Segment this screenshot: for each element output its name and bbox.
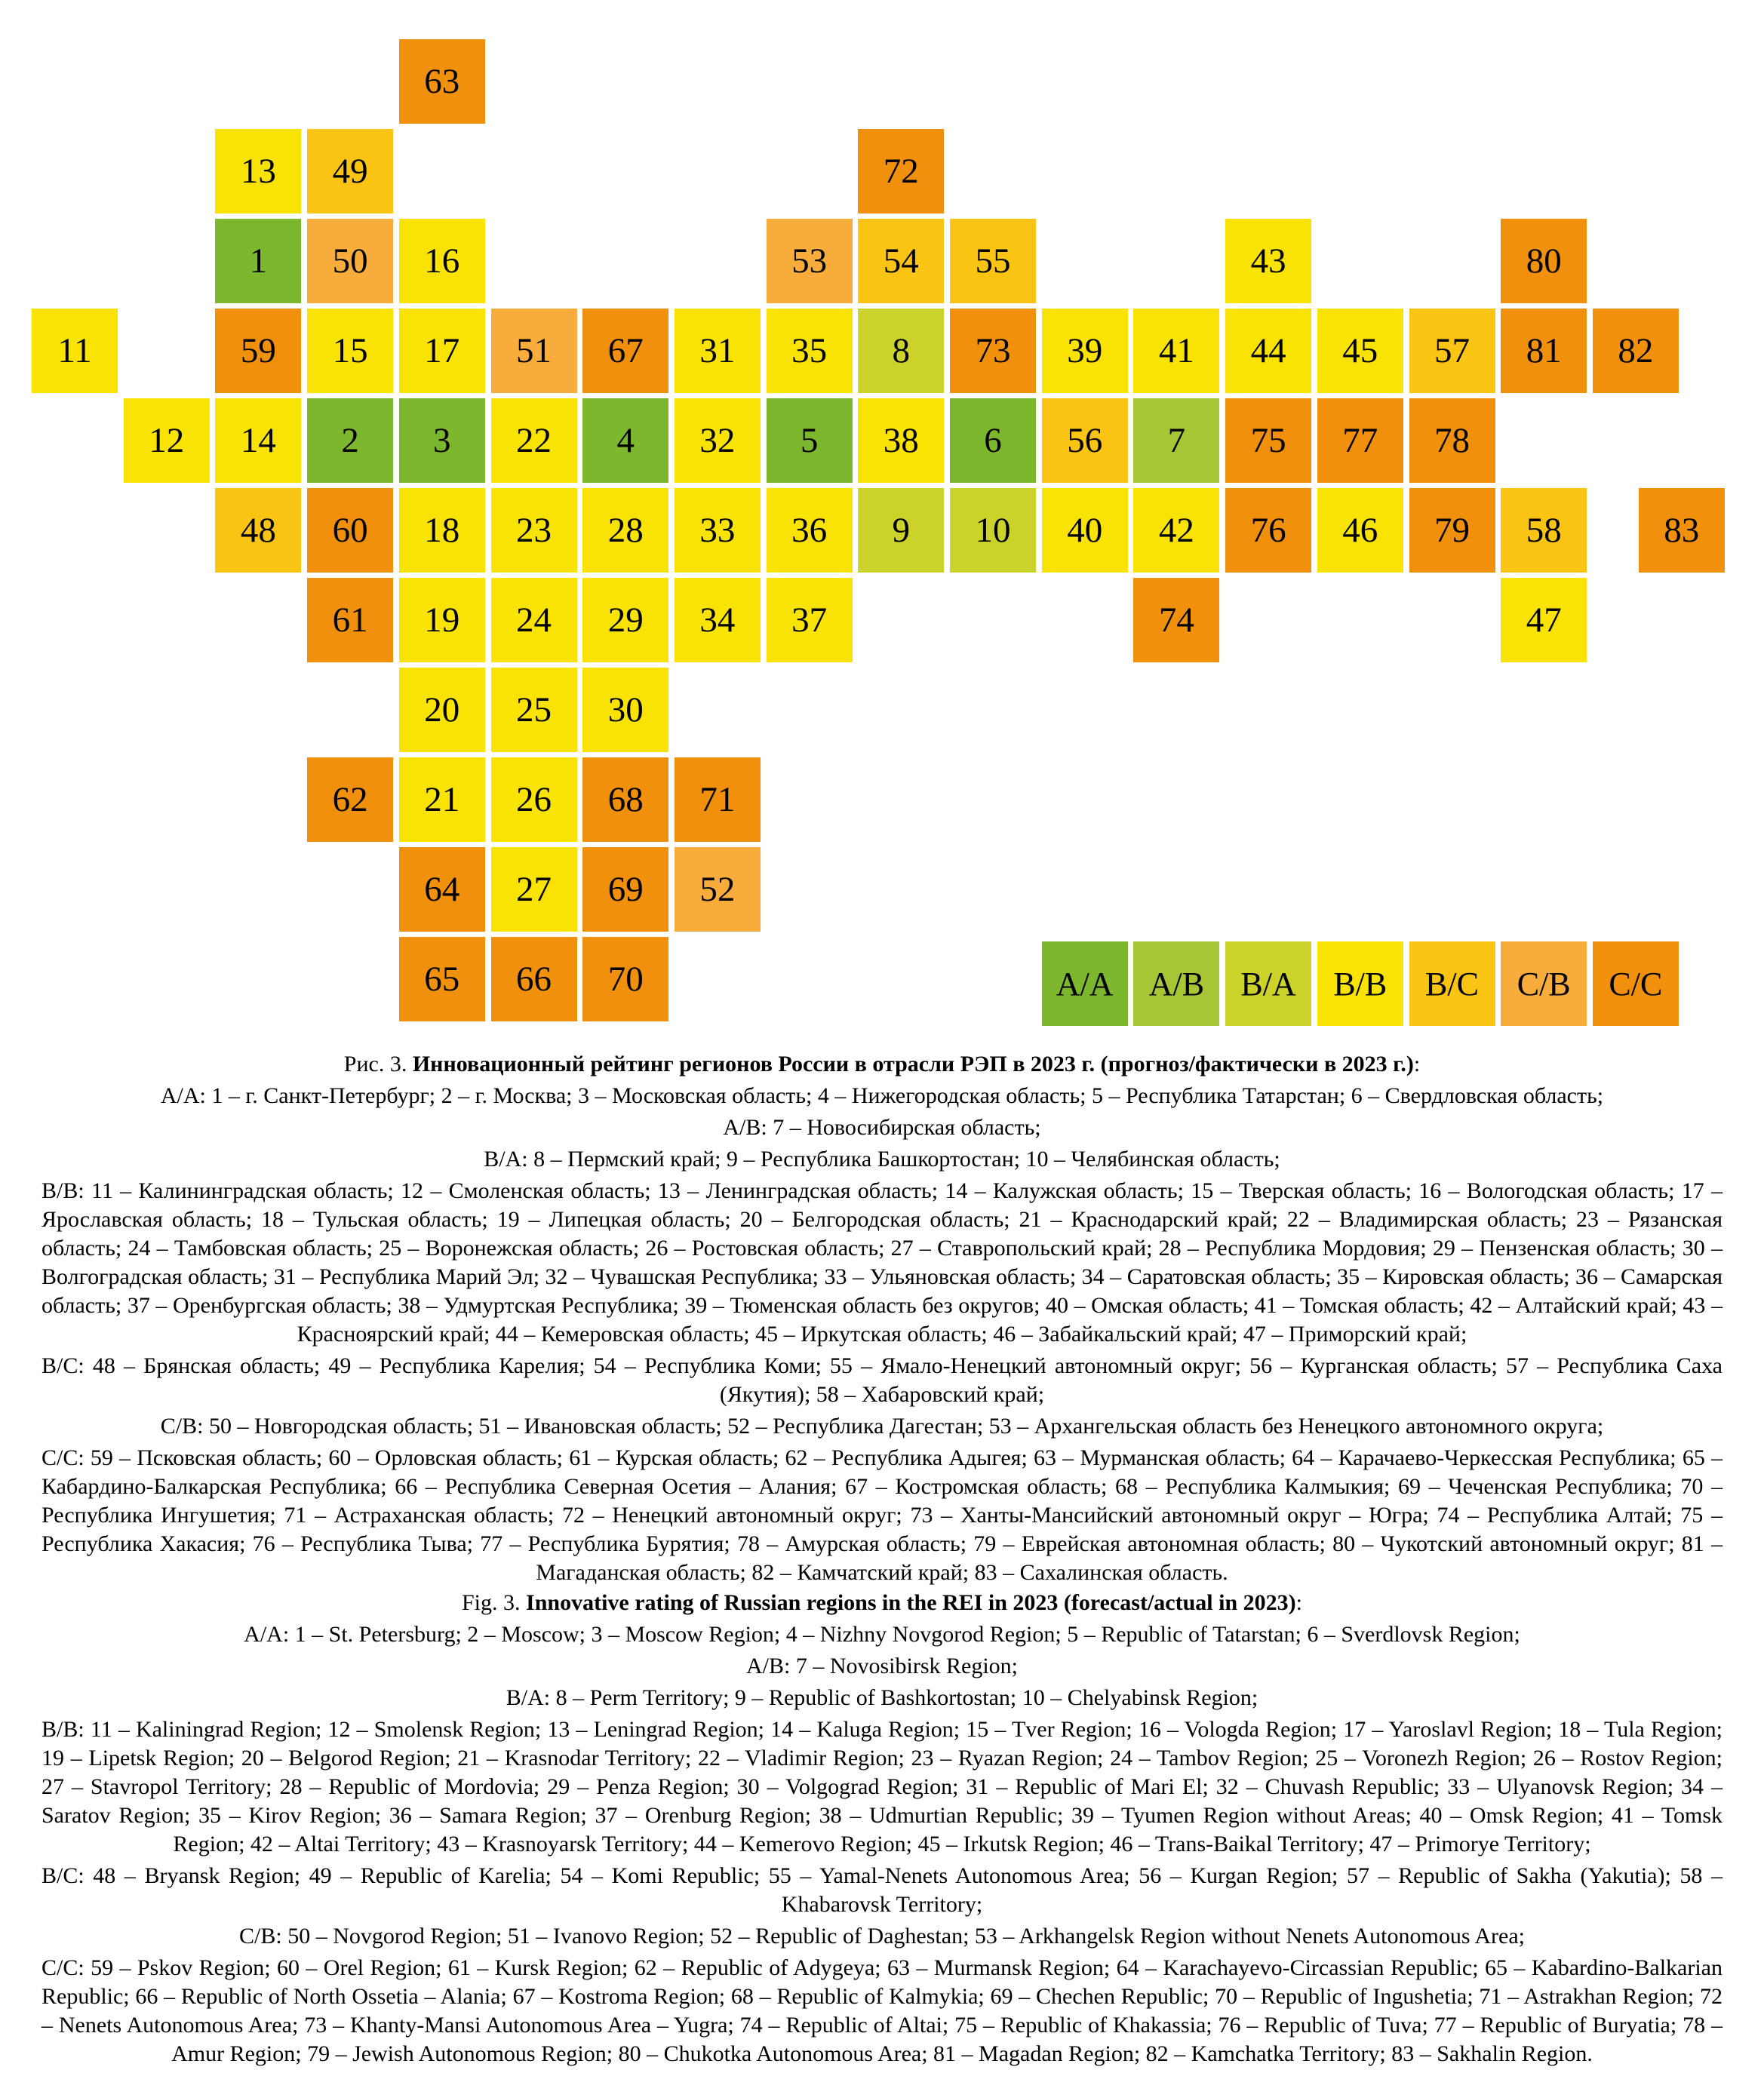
legend-item-bc: B/C	[1409, 941, 1495, 1026]
region-tile-24: 24	[491, 578, 577, 662]
region-tile-22: 22	[491, 398, 577, 483]
caption-en-group-ba: B/A: 8 – Perm Territory; 9 – Republic of Bashkortostan; 10 – Chelyabinsk Region;	[506, 1685, 1258, 1710]
region-tile-69: 69	[582, 847, 668, 932]
region-tile-36: 36	[767, 488, 853, 573]
region-tile-79: 79	[1409, 488, 1495, 573]
legend-item-bb: B/B	[1317, 941, 1403, 1026]
region-tile-51: 51	[491, 309, 577, 393]
region-tile-31: 31	[675, 309, 761, 393]
caption-en-group-bb: B/B: 11 – Kaliningrad Region; 12 – Smolensk Region; 13 – Leningrad Region; 14 – Kaluga Region; 15 – Tver Region; 16 – Vologda Region; 17 – Yaroslavl Region; 18 – Tula Region; 19 – Lipetsk Region; 20 – Belgorod Region; 21 – Krasnodar Territory; 22 – Vladimir Region; 23 – Ryazan Region; 24 – Tambov Region; 25 – Voronezh Region; 26 – Rostov Region; 27 – Stavropol Territory; 28 – Republic of Mordovia; 29 – Penza Region; 30 – Volgograd Region; 31 – Republic of Mari El; 32 – Chuvash Republic; 33 – Ulyanovsk Region; 34 – Saratov Region; 35 – Kirov Region; 36 – Samara Region; 37 – Orenburg Region; 38 – Udmurtian Republic; 39 – Tyumen Region without Areas; 40 – Omsk Region; 41 – Tomsk Region; 42 – Altai Territory; 43 – Krasnoyarsk Territory; 44 – Kemerovo Region; 45 – Irkutsk Region; 46 – Trans-Baikal Territory; 47 – Primorye Territory;	[41, 1717, 1723, 1856]
region-tile-55: 55	[950, 219, 1036, 303]
region-tile-21: 21	[399, 757, 485, 842]
region-tile-44: 44	[1225, 309, 1311, 393]
region-tile-7: 7	[1133, 398, 1219, 483]
region-tile-43: 43	[1225, 219, 1311, 303]
region-tile-28: 28	[582, 488, 668, 573]
region-tile-57: 57	[1409, 309, 1495, 393]
region-tile-80: 80	[1501, 219, 1587, 303]
region-tile-11: 11	[32, 309, 118, 393]
caption-russian	[41, 1050, 1723, 1590]
region-tile-42: 42	[1133, 488, 1219, 573]
caption-ru-group-ab: А/В: 7 – Новосибирская область;	[723, 1115, 1041, 1140]
caption-ru-group-cc: С/С: 59 – Псковская область; 60 – Орловская область; 61 – Курская область; 62 – Республика Адыгея; 63 – Мурманская область; 64 – Карачаево-Черкесская Республика; 65 – Кабардино-Балкарская Республика; 66 – Республика Северная Осетия – Алания; 67 – Костромская область; 68 – Республика Калмыкия; 69 – Чеченская Республика; 70 – Республика Ингушетия; 71 – Астраханская область; 72 – Ненецкий автономный округ; 73 – Ханты-Мансийский автономный округ – Югра; 74 – Республика Алтай; 75 – Республика Хакасия; 76 – Республика Тыва; 77 – Республика Бурятия; 78 – Амурская область; 79 – Еврейская автономная область; 80 – Чукотский автономный округ; 81 – Магаданская область; 82 – Камчатский край; 83 – Сахалинская область.	[41, 1445, 1723, 1585]
region-tile-58: 58	[1501, 488, 1587, 573]
region-tile-78: 78	[1409, 398, 1495, 483]
region-tile-18: 18	[399, 488, 485, 573]
region-tile-41: 41	[1133, 309, 1219, 393]
region-tile-54: 54	[858, 219, 944, 303]
region-tile-77: 77	[1317, 398, 1403, 483]
figure-label-ru: Рис. 3.	[343, 1052, 413, 1076]
region-tile-74: 74	[1133, 578, 1219, 662]
region-tile-29: 29	[582, 578, 668, 662]
region-tile-72: 72	[858, 129, 944, 213]
region-tile-46: 46	[1317, 488, 1403, 573]
legend-item-ba: B/A	[1225, 941, 1311, 1026]
region-tile-5: 5	[767, 398, 853, 483]
region-tile-33: 33	[675, 488, 761, 573]
region-tile-23: 23	[491, 488, 577, 573]
region-tile-16: 16	[399, 219, 485, 303]
region-tile-59: 59	[215, 309, 301, 393]
region-tile-38: 38	[858, 398, 944, 483]
region-tile-17: 17	[399, 309, 485, 393]
caption-english	[41, 1589, 1723, 2071]
region-tile-32: 32	[675, 398, 761, 483]
caption-groups-en	[41, 1620, 1723, 2068]
region-tile-47: 47	[1501, 578, 1587, 662]
caption-en-group-cc: C/C: 59 – Pskov Region; 60 – Orel Region; 61 – Kursk Region; 62 – Republic of Adygeya; 63 – Murmansk Region; 64 – Karachayevo-Circassian Republic; 65 – Kabardino-Balkarian Republic; 66 – Republic of North Ossetia – Alania; 67 – Kostroma Region; 68 – Republic of Kalmykia; 69 – Chechen Republic; 70 – Republic of Ingushetia; 71 – Astrakhan Region; 72 – Nenets Autonomous Area; 73 – Khanty-Mansi Autonomous Area – Yugra; 74 – Republic of Altai; 75 – Republic of Khakassia; 76 – Republic of Tuva; 77 – Republic of Buryatia; 78 – Amur Region; 79 – Jewish Autonomous Region; 80 – Chukotka Autonomous Area; 81 – Magadan Region; 82 – Kamchatka Territory; 83 – Sakhalin Region.	[41, 1955, 1723, 2066]
region-tile-9: 9	[858, 488, 944, 573]
region-tile-4: 4	[582, 398, 668, 483]
region-tile-25: 25	[491, 668, 577, 752]
region-tile-3: 3	[399, 398, 485, 483]
region-tile-56: 56	[1042, 398, 1128, 483]
region-tile-68: 68	[582, 757, 668, 842]
caption-ru-group-bc: В/С: 48 – Брянская область; 49 – Республика Карелия; 54 – Республика Коми; 55 – Ямало-Ненецкий автономный округ; 56 – Курганская область; 57 – Республика Саха (Якутия); 58 – Хабаровский край;	[41, 1353, 1723, 1407]
region-tile-10: 10	[950, 488, 1036, 573]
region-tile-50: 50	[307, 219, 393, 303]
region-tile-30: 30	[582, 668, 668, 752]
caption-ru-group-cb: С/В: 50 – Новгородская область; 51 – Ивановская область; 52 – Республика Дагестан; 53 – Архангельская область без Ненецкого автономного округа;	[160, 1414, 1604, 1439]
caption-groups-ru	[41, 1082, 1723, 1587]
figure-title-colon-ru: :	[1413, 1052, 1421, 1076]
region-tile-12: 12	[124, 398, 210, 483]
region-tile-76: 76	[1225, 488, 1311, 573]
figure-caption-title-en	[41, 1589, 1723, 1617]
caption-en-group-bc: B/C: 48 – Bryansk Region; 49 – Republic of Karelia; 54 – Komi Republic; 55 – Yamal-Nenets Autonomous Area; 56 – Kurgan Region; 57 – Republic of Sakha (Yakutia); 58 – Khabarovsk Territory;	[41, 1863, 1723, 1917]
figure-caption-title-ru	[41, 1050, 1723, 1079]
region-tile-83: 83	[1639, 488, 1725, 573]
caption-ru-group-bb: В/В: 11 – Калининградская область; 12 – Смоленская область; 13 – Ленинградская область; 14 – Калужская область; 15 – Тверская область; 16 – Вологодская область; 17 – Ярославская область; 18 – Тульская область; 19 – Липецкая область; 20 – Белгородская область; 21 – Краснодарский край; 22 – Владимирская область; 23 – Рязанская область; 24 – Тамбовская область; 25 – Воронежская область; 26 – Ростовская область; 27 – Ставропольский край; 28 – Республика Мордовия; 29 – Пензенская область; 30 – Волгоградская область; 31 – Республика Марий Эл; 32 – Чувашская Республика; 33 – Ульяновская область; 34 – Саратовская область; 35 – Кировская область; 36 – Самарская область; 37 – Оренбургская область; 38 – Удмуртская Республика; 39 – Тюменская область без округов; 40 – Омская область; 41 – Томская область; 42 – Алтайский край; 43 – Красноярский край; 44 – Кемеровская область; 45 – Иркутская область; 46 – Забайкальский край; 47 – Приморский край;	[41, 1178, 1723, 1347]
figure-label-en: Fig. 3.	[462, 1590, 527, 1615]
region-tile-48: 48	[215, 488, 301, 573]
region-tile-26: 26	[491, 757, 577, 842]
region-tile-67: 67	[582, 309, 668, 393]
region-tile-70: 70	[582, 937, 668, 1021]
region-tile-45: 45	[1317, 309, 1403, 393]
region-tile-34: 34	[675, 578, 761, 662]
figure-title-colon-en: :	[1295, 1590, 1302, 1615]
figure-title-bold-ru: Инновационный рейтинг регионов России в отрасли РЭП в 2023 г. (прогноз/фактически в 2023 г.)	[412, 1052, 1414, 1076]
caption-en-group-aa: A/A: 1 – St. Petersburg; 2 – Moscow; 3 – Moscow Region; 4 – Nizhny Novgorod Region; 5 – Republic of Tatarstan; 6 – Sverdlovsk Region;	[244, 1622, 1520, 1647]
region-tile-75: 75	[1225, 398, 1311, 483]
region-tile-62: 62	[307, 757, 393, 842]
region-tile-15: 15	[307, 309, 393, 393]
region-tile-60: 60	[307, 488, 393, 573]
legend-item-cb: C/B	[1501, 941, 1587, 1026]
legend-item-cc: C/C	[1593, 941, 1679, 1026]
region-tile-8: 8	[858, 309, 944, 393]
region-tile-37: 37	[767, 578, 853, 662]
caption-ru-group-aa: А/А: 1 – г. Санкт-Петербург; 2 – г. Москва; 3 – Московская область; 4 – Нижегородская область; 5 – Республика Татарстан; 6 – Свердловская область;	[160, 1083, 1604, 1108]
region-tile-14: 14	[215, 398, 301, 483]
region-tile-40: 40	[1042, 488, 1128, 573]
region-tile-35: 35	[767, 309, 853, 393]
region-tile-71: 71	[675, 757, 761, 842]
region-tile-53: 53	[767, 219, 853, 303]
region-tile-2: 2	[307, 398, 393, 483]
region-tile-66: 66	[491, 937, 577, 1021]
region-tile-65: 65	[399, 937, 485, 1021]
region-tile-64: 64	[399, 847, 485, 932]
caption-en-group-cb: C/B: 50 – Novgorod Region; 51 – Ivanovo Region; 52 – Republic of Daghestan; 53 – Arkhangelsk Region without Nenets Autonomous Area;	[239, 1924, 1525, 1949]
region-tile-39: 39	[1042, 309, 1128, 393]
region-tile-27: 27	[491, 847, 577, 932]
region-tile-20: 20	[399, 668, 485, 752]
region-tile-13: 13	[215, 129, 301, 213]
region-tile-1: 1	[215, 219, 301, 303]
region-tile-6: 6	[950, 398, 1036, 483]
caption-en-group-ab: A/B: 7 – Novosibirsk Region;	[745, 1654, 1018, 1678]
region-tile-82: 82	[1593, 309, 1679, 393]
region-tile-73: 73	[950, 309, 1036, 393]
legend-item-ab: A/B	[1133, 941, 1219, 1026]
legend-item-aa: A/A	[1042, 941, 1128, 1026]
region-tile-61: 61	[307, 578, 393, 662]
region-tile-52: 52	[675, 847, 761, 932]
caption-ru-group-ba: В/А: 8 – Пермский край; 9 – Республика Башкортостан; 10 – Челябинская область;	[484, 1147, 1280, 1172]
region-tile-49: 49	[307, 129, 393, 213]
region-tile-81: 81	[1501, 309, 1587, 393]
figure-title-bold-en: Innovative rating of Russian regions in the REI in 2023 (forecast/actual in 2023)	[526, 1590, 1296, 1615]
region-tile-63: 63	[399, 39, 485, 124]
region-tile-19: 19	[399, 578, 485, 662]
